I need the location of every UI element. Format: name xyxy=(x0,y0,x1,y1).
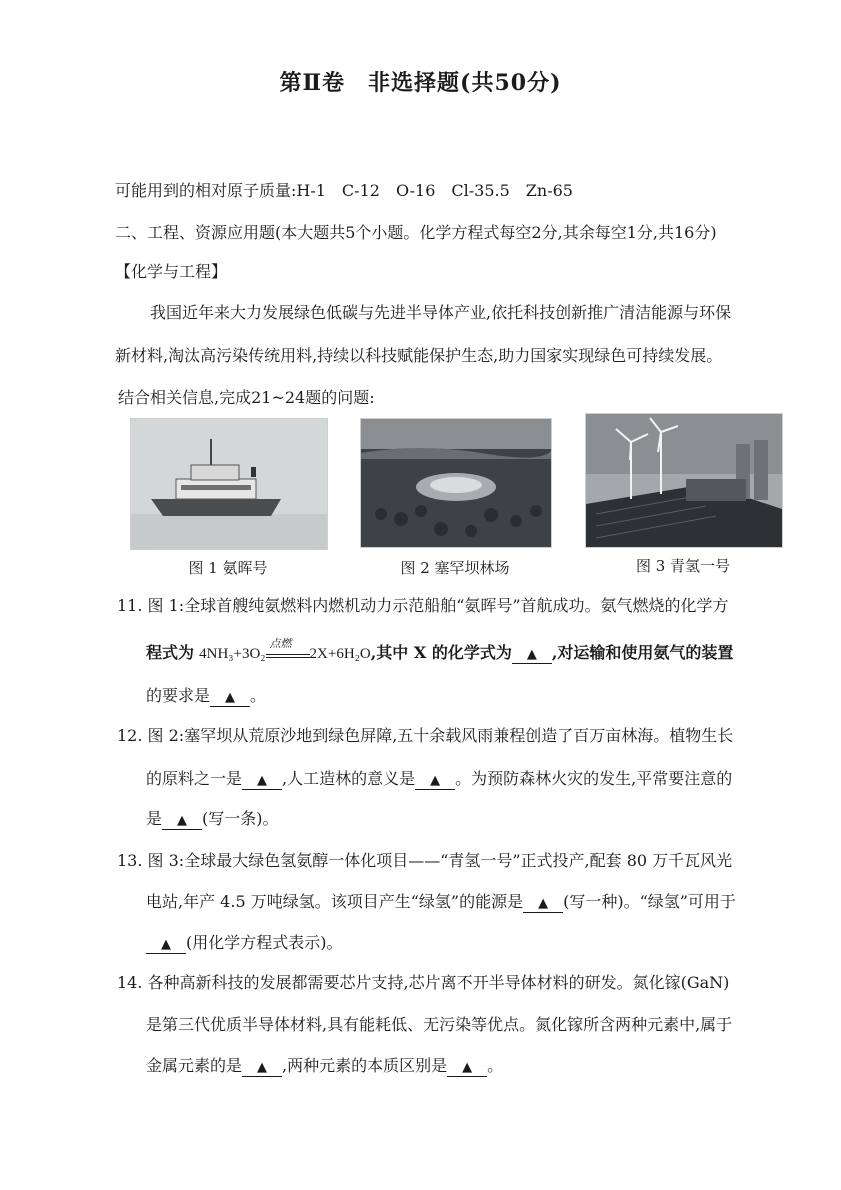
q12-line-2 xyxy=(146,766,732,790)
page-title: 第Ⅱ卷 非选择题(共50分) xyxy=(279,70,562,96)
intro-line-2: 新材料,淘汰高污染传统用料,持续以科技赋能保护生态,助力国家实现绿色可持续发展。 xyxy=(115,346,723,365)
forest-image xyxy=(361,419,551,547)
answer-blank[interactable]: ▲ xyxy=(523,896,563,913)
q12-line3-prefix: 是 xyxy=(146,809,163,828)
q14-line-2: 是第三代优质半导体材料,具有能耗低、无污染等优点。氮化镓所含两种元素中,属于 xyxy=(146,1015,733,1034)
q13-post: (写一种)。“绿氢”可用于 xyxy=(563,892,736,911)
q11-mid: ,其中 X 的化学式为 xyxy=(370,643,512,662)
equation-products: 2X+6H₂O xyxy=(309,646,371,662)
q14-line-3 xyxy=(146,1053,503,1077)
q13-line-3 xyxy=(146,930,343,954)
q14-prefix: 金属元素的是 xyxy=(146,1056,243,1075)
figure-3-caption: 图 3 青氢一号 xyxy=(635,557,731,575)
answer-blank[interactable]: ▲ xyxy=(447,1060,487,1077)
answer-blank[interactable]: ▲ xyxy=(242,773,282,790)
figure-2-caption: 图 2 塞罕坝林场 xyxy=(400,559,510,577)
q14-mid: ,两种元素的本质区别是 xyxy=(282,1056,448,1075)
subsection-label: 【化学与工程】 xyxy=(115,262,228,281)
q11-line-3 xyxy=(146,683,266,707)
q13-line-2 xyxy=(146,889,736,913)
hydrogen-plant-image xyxy=(586,414,782,547)
q12-line-1: 12. 图 2:塞罕坝从荒原沙地到绿色屏障,五十余载风雨兼程创造了百万亩林海。植物生长 xyxy=(117,726,734,745)
q12-prefix: 的原料之一是 xyxy=(146,769,243,788)
answer-blank[interactable]: ▲ xyxy=(146,937,186,954)
q11-post: ,对运输和使用氨气的装置 xyxy=(551,643,734,662)
atomic-mass-line: 可能用到的相对原子质量:H-1 C-12 O-16 Cl-35.5 Zn-65 xyxy=(115,181,573,200)
ship-image xyxy=(131,419,327,549)
q13-line3-suffix: (用化学方程式表示)。 xyxy=(186,933,343,952)
q11-prefix: 程式为 xyxy=(146,643,195,662)
answer-blank[interactable]: ▲ xyxy=(242,1060,282,1077)
q11-line3-prefix: 的要求是 xyxy=(146,686,211,705)
q11-line-2 xyxy=(146,636,734,664)
q12-post: 。为预防森林火灾的发生,平常要注意的 xyxy=(455,769,733,788)
q14-suffix: 。 xyxy=(487,1056,504,1075)
reaction-condition: 点燃 xyxy=(269,636,292,650)
intro-line-1: 我国近年来大力发展绿色低碳与先进半导体产业,依托科技创新推广清洁能源与环保 xyxy=(150,303,732,322)
answer-blank[interactable]: ▲ xyxy=(415,773,455,790)
figure-1-photo xyxy=(130,418,328,550)
reaction-arrow xyxy=(266,636,310,661)
answer-blank[interactable]: ▲ xyxy=(162,813,202,830)
q13-prefix: 电站,年产 4.5 万吨绿氢。该项目产生“绿氢”的能源是 xyxy=(146,892,524,911)
q12-line3-suffix: (写一条)。 xyxy=(202,809,279,828)
intro-line-3: 结合相关信息,完成21~24题的问题: xyxy=(118,388,375,407)
q12-line-3 xyxy=(146,806,279,830)
figure-2-photo xyxy=(360,418,552,548)
q14-line-1: 14. 各种高新科技的发展都需要芯片支持,芯片离不开半导体材料的研发。氮化镓(GaN) xyxy=(117,973,730,992)
answer-blank[interactable]: ▲ xyxy=(210,690,250,707)
answer-blank[interactable]: ▲ xyxy=(512,647,552,664)
figure-3-photo xyxy=(585,413,783,548)
equation-reactants: 4NH₃+3O₂ xyxy=(199,646,266,662)
q12-mid: ,人工造林的意义是 xyxy=(282,769,416,788)
q11-line-1: 11. 图 1:全球首艘纯氨燃料内燃机动力示范船舶“氨晖号”首航成功。氨气燃烧的化学方 xyxy=(117,596,729,615)
section-header: 二、工程、资源应用题(本大题共5个小题。化学方程式每空2分,其余每空1分,共16分) xyxy=(115,223,717,242)
figure-1-caption: 图 1 氨晖号 xyxy=(188,559,268,577)
q11-line3-suffix: 。 xyxy=(250,686,267,705)
q13-line-1: 13. 图 3:全球最大绿色氢氨醇一体化项目——“青氢一号”正式投产,配套 80 万千瓦风光 xyxy=(117,851,733,870)
